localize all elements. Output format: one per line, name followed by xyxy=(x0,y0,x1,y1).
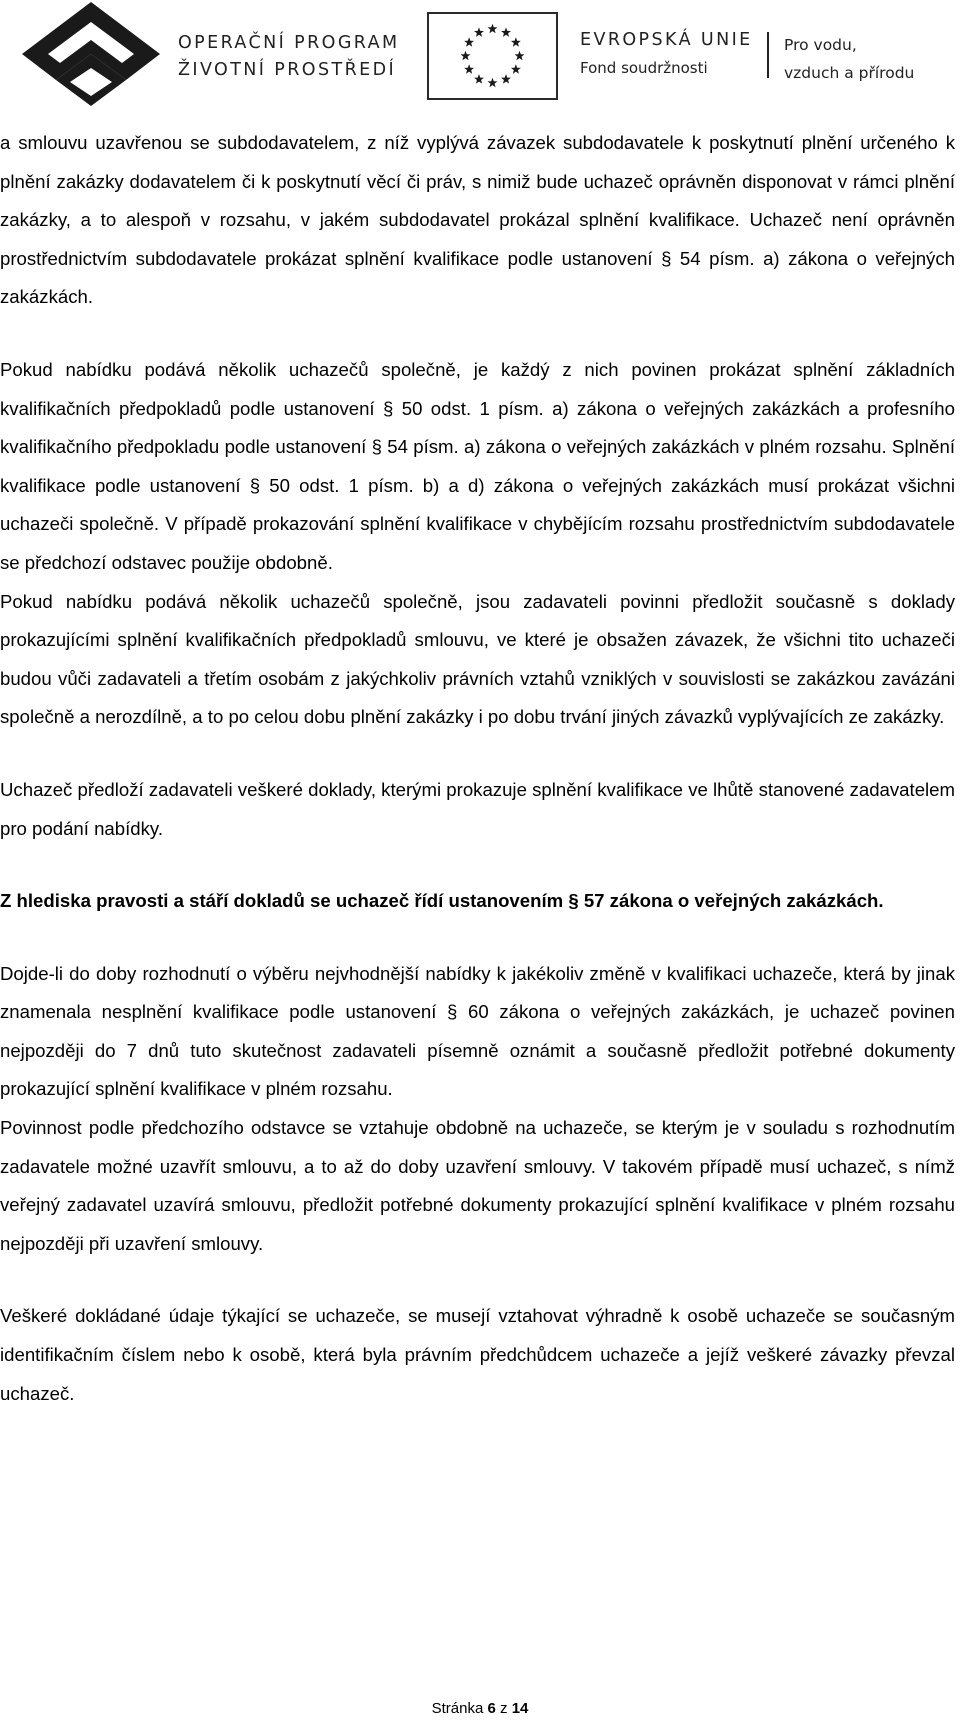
eu-flag-icon xyxy=(429,14,556,98)
motto xyxy=(784,31,914,87)
eu-star-icon xyxy=(464,37,474,46)
document-body xyxy=(0,124,955,1413)
eu-fund: Fond soudržnosti xyxy=(580,59,708,77)
paragraph-obligation-extension: Povinnost podle předchozího odstavce se vztahuje obdobně na uchazeče, se kterým je v souladu s rozhodnutím zadavatele možné uzavřít smlouvu, a to až do doby uzavření smlouvy. V takovém případě musí uchazeč, s nímž veřejný zadavatel uzavírá smlouvu, předložit potřebné dokumenty prokazující splnění kvalifikace v plném rozsahu nejpozději při uzavření smlouvy. xyxy=(0,1117,955,1254)
eu-star-icon xyxy=(501,27,511,36)
motto-line-2: vzduch a přírodu xyxy=(784,64,915,82)
eu-title: EVROPSKÁ UNIE xyxy=(580,30,753,50)
eu-star-icon xyxy=(488,24,498,33)
page-word: Stránka xyxy=(431,1700,484,1717)
eu-star-icon xyxy=(474,27,484,36)
eu-star-icon xyxy=(515,51,525,60)
eu-flag xyxy=(427,12,558,100)
page-separator: z xyxy=(500,1700,508,1717)
page-header xyxy=(0,0,960,120)
paragraph-gap xyxy=(0,1263,955,1297)
page-total: 14 xyxy=(511,1700,529,1717)
program-name xyxy=(178,30,400,84)
paragraph-joint-bid-qualification: Pokud nabídku podává několik uchazečů společně, je každý z nich povinen prokázat splnění základních kvalifikačních předpokladů podle ustanovení § 50 odst. 1 písm. a) zákona o veřejných zakázkách a profesního kvalifikačního předpokladu podle ustanovení § 54 písm. a) zákona o veřejných zakázkách v plném rozsahu. Splnění kvalifikace podle ustanovení § 50 odst. 1 písm. b) a d) zákona o veřejných zakázkách musí prokázat všichni uchazeči společně. V případě prokazování splnění kvalifikace v chybějícím rozsahu prostřednictvím subdodavatele se předchozí odstavec použije obdobně. xyxy=(0,358,955,573)
op-zp-logo-icon xyxy=(22,2,160,106)
paragraph-qualification-change: Dojde-li do doby rozhodnutí o výběru nejvhodnější nabídky k jakékoliv změně v kvalifikaci uchazeče, která by jinak znamenala nesplnění kvalifikace podle ustanovení § 60 zákona o veřejných zakázkách, je uchazeč povinen nejpozději do 7 dnů tuto skutečnost zadavateli písemně oznámit a současně předložit potřebné dokumenty prokazující splnění kvalifikace v plném rozsahu. xyxy=(0,962,955,1100)
eu-star-icon xyxy=(501,74,511,83)
paragraph-applicant-identity: Veškeré dokládané údaje týkající se uchazeče, se musejí vztahovat výhradně k osobě uchazeče se současným identifikačním číslem nebo k osobě, která byla právním předchůdcem uchazeče a jejíž veškeré závazky převzal uchazeč. xyxy=(0,1305,955,1404)
paragraph-joint-bid-contract: Pokud nabídku podává několik uchazečů společně, jsou zadavateli povinni předložit současně s doklady prokazujícími splnění kvalifikačních předpokladů smlouvu, ve které je obsažen závazek, že všichni tito uchazeči budou vůči zadavateli a třetím osobám z jakýchkoliv právních vztahů vzniklých v souvislosti se zakázkou zavázáni společně a nerozdílně, a to po celou dobu plnění zakázky i po dobu trvání jiných závazků vyplývajících ze zakázky. xyxy=(0,590,955,728)
eu-star-icon xyxy=(511,37,521,46)
page-footer xyxy=(0,1700,960,1718)
paragraph-gap xyxy=(0,737,955,771)
program-line-1: OPERAČNÍ PROGRAM xyxy=(178,33,400,53)
header-divider xyxy=(767,32,769,78)
paragraph-subcontractor-agreement: a smlouvu uzavřenou se subdodavatelem, z níž vyplývá závazek subdodavatele k poskytnutí plnění určeného k plnění zakázky dodavatelem či k poskytnutí věcí či práv, s nimiž bude uchazeč oprávněn disponovat v rámci plnění zakázky, a to alespoň v rozsahu, v jakém subdodavatel prokázal splnění kvalifikace. Uchazeč není oprávněn prostřednictvím subdodavatele prokázat splnění kvalifikace podle ustanovení § 54 písm. a) zákona o veřejných zakázkách. xyxy=(0,132,955,308)
paragraph-gap xyxy=(0,848,955,882)
eu-star-icon xyxy=(474,74,484,83)
eu-star-icon xyxy=(511,64,521,73)
paragraph-gap xyxy=(0,317,955,351)
paragraph-document-authenticity: Z hlediska pravosti a stáří dokladů se uchazeč řídí ustanovením § 57 zákona o veřejných zakázkách. xyxy=(0,890,884,912)
paragraph-gap xyxy=(0,921,955,955)
eu-star-icon xyxy=(488,78,498,87)
motto-line-1: Pro vodu, xyxy=(784,36,857,54)
eu-star-icon xyxy=(461,51,471,60)
paragraph-submission-deadline: Uchazeč předloží zadavateli veškeré doklady, kterými prokazuje splnění kvalifikace ve lhůtě stanovené zadavatelem pro podání nabídky. xyxy=(0,778,955,839)
eu-star-icon xyxy=(464,64,474,73)
program-line-2: ŽIVOTNÍ PROSTŘEDÍ xyxy=(178,60,397,80)
page-current: 6 xyxy=(487,1700,496,1717)
